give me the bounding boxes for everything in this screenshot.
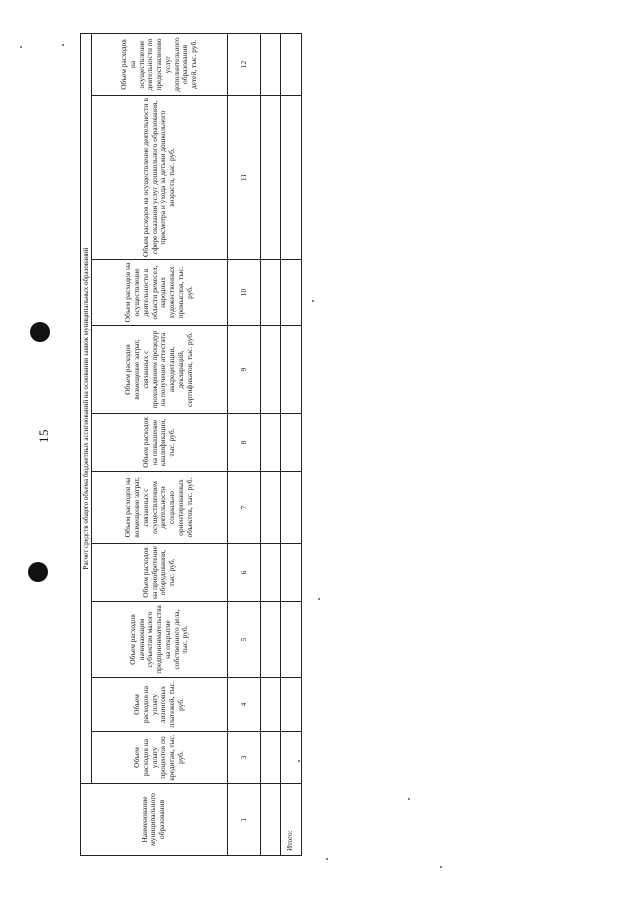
empty-cell <box>261 732 280 784</box>
empty-cell <box>261 678 280 732</box>
header-interest-expenses: Объем расходов на уплату процентов по кредитам, тыс. руб. <box>92 732 227 784</box>
header-certification-expenses: Объем расходов возмещение затрат, связанных с прохождением процедур на получение аттестата аккредитации, деклараций, сертификатов, тыс. руб. <box>92 326 227 414</box>
column-number: 4 <box>227 678 261 732</box>
column-number: 10 <box>227 260 261 326</box>
column-number: 5 <box>227 602 261 678</box>
header-startup-expenses: Объем расходов начинающим субъектам малого предпринимательства на открытие собственного дела, тыс. руб. <box>92 602 227 678</box>
scan-speck <box>312 300 314 302</box>
empty-cell <box>261 414 280 472</box>
header-extra-education-expenses: Объем расходов на осуществление деятельности по предоставлению услуг дополнительного образования детей, тыс. руб. <box>92 34 227 96</box>
empty-cell <box>261 326 280 414</box>
header-social-expenses: Объем расходов на возмещение затрат, связанных с осуществлением деятельности социально ориентированных объектов, тыс. руб. <box>92 472 227 544</box>
header-equipment-expenses: Объем расходов на приобретение оборудования, тыс. руб. <box>92 544 227 602</box>
empty-cell <box>280 260 301 326</box>
empty-data-row <box>261 34 280 856</box>
empty-cell <box>280 544 301 602</box>
empty-cell <box>261 784 280 856</box>
empty-cell <box>280 732 301 784</box>
scan-speck <box>20 46 22 48</box>
scan-speck <box>440 866 442 868</box>
column-number: 6 <box>227 544 261 602</box>
empty-cell <box>280 326 301 414</box>
empty-cell <box>280 414 301 472</box>
empty-cell <box>280 96 301 260</box>
empty-cell <box>261 96 280 260</box>
column-number-row <box>227 34 261 856</box>
column-number: 12 <box>227 34 261 96</box>
scan-speck <box>318 598 320 600</box>
header-crafts-expenses: Объем расходов на осуществление деятельности в области ремесел, народных художественных промыслов, тыс. руб. <box>92 260 227 326</box>
name-header: Наименование муниципального образования <box>81 784 228 856</box>
empty-cell <box>261 544 280 602</box>
rotated-table-container <box>80 34 302 856</box>
column-number: 1 <box>227 784 261 856</box>
scan-speck <box>408 798 410 800</box>
header-training-expenses: Объем расходов на повышение квалификации, тыс. руб. <box>92 414 227 472</box>
column-number: 11 <box>227 96 261 260</box>
page-number: 15 <box>36 429 51 443</box>
empty-cell <box>280 34 301 96</box>
empty-cell <box>261 260 280 326</box>
column-number: 7 <box>227 472 261 544</box>
header-preschool-expenses: Объем расходов на осуществление деятельности в сфере оказания услуг дошкольного образования, присмотра и ухода за детьми дошкольного возраста, тыс. руб. <box>92 96 227 260</box>
empty-cell <box>261 602 280 678</box>
empty-cell <box>280 678 301 732</box>
total-row <box>280 34 301 856</box>
empty-cell <box>261 472 280 544</box>
empty-cell <box>280 472 301 544</box>
scan-speck <box>326 858 328 860</box>
empty-cell <box>261 34 280 96</box>
header-leasing-expenses: Объем расходов на уплату лизинговых платежей, тыс. руб. <box>92 678 227 732</box>
scan-speck <box>62 44 64 46</box>
column-number: 9 <box>227 326 261 414</box>
total-label: Итого: <box>280 784 301 856</box>
budget-allocation-table <box>80 33 302 856</box>
empty-cell <box>280 602 301 678</box>
column-number: 8 <box>227 414 261 472</box>
column-number: 3 <box>227 732 261 784</box>
binder-hole-top <box>30 322 50 342</box>
binder-hole-bottom <box>28 562 48 582</box>
table-title: Расчет средств общего объема бюджетных ассигнований на основании заявок муниципальных образований <box>81 34 92 784</box>
